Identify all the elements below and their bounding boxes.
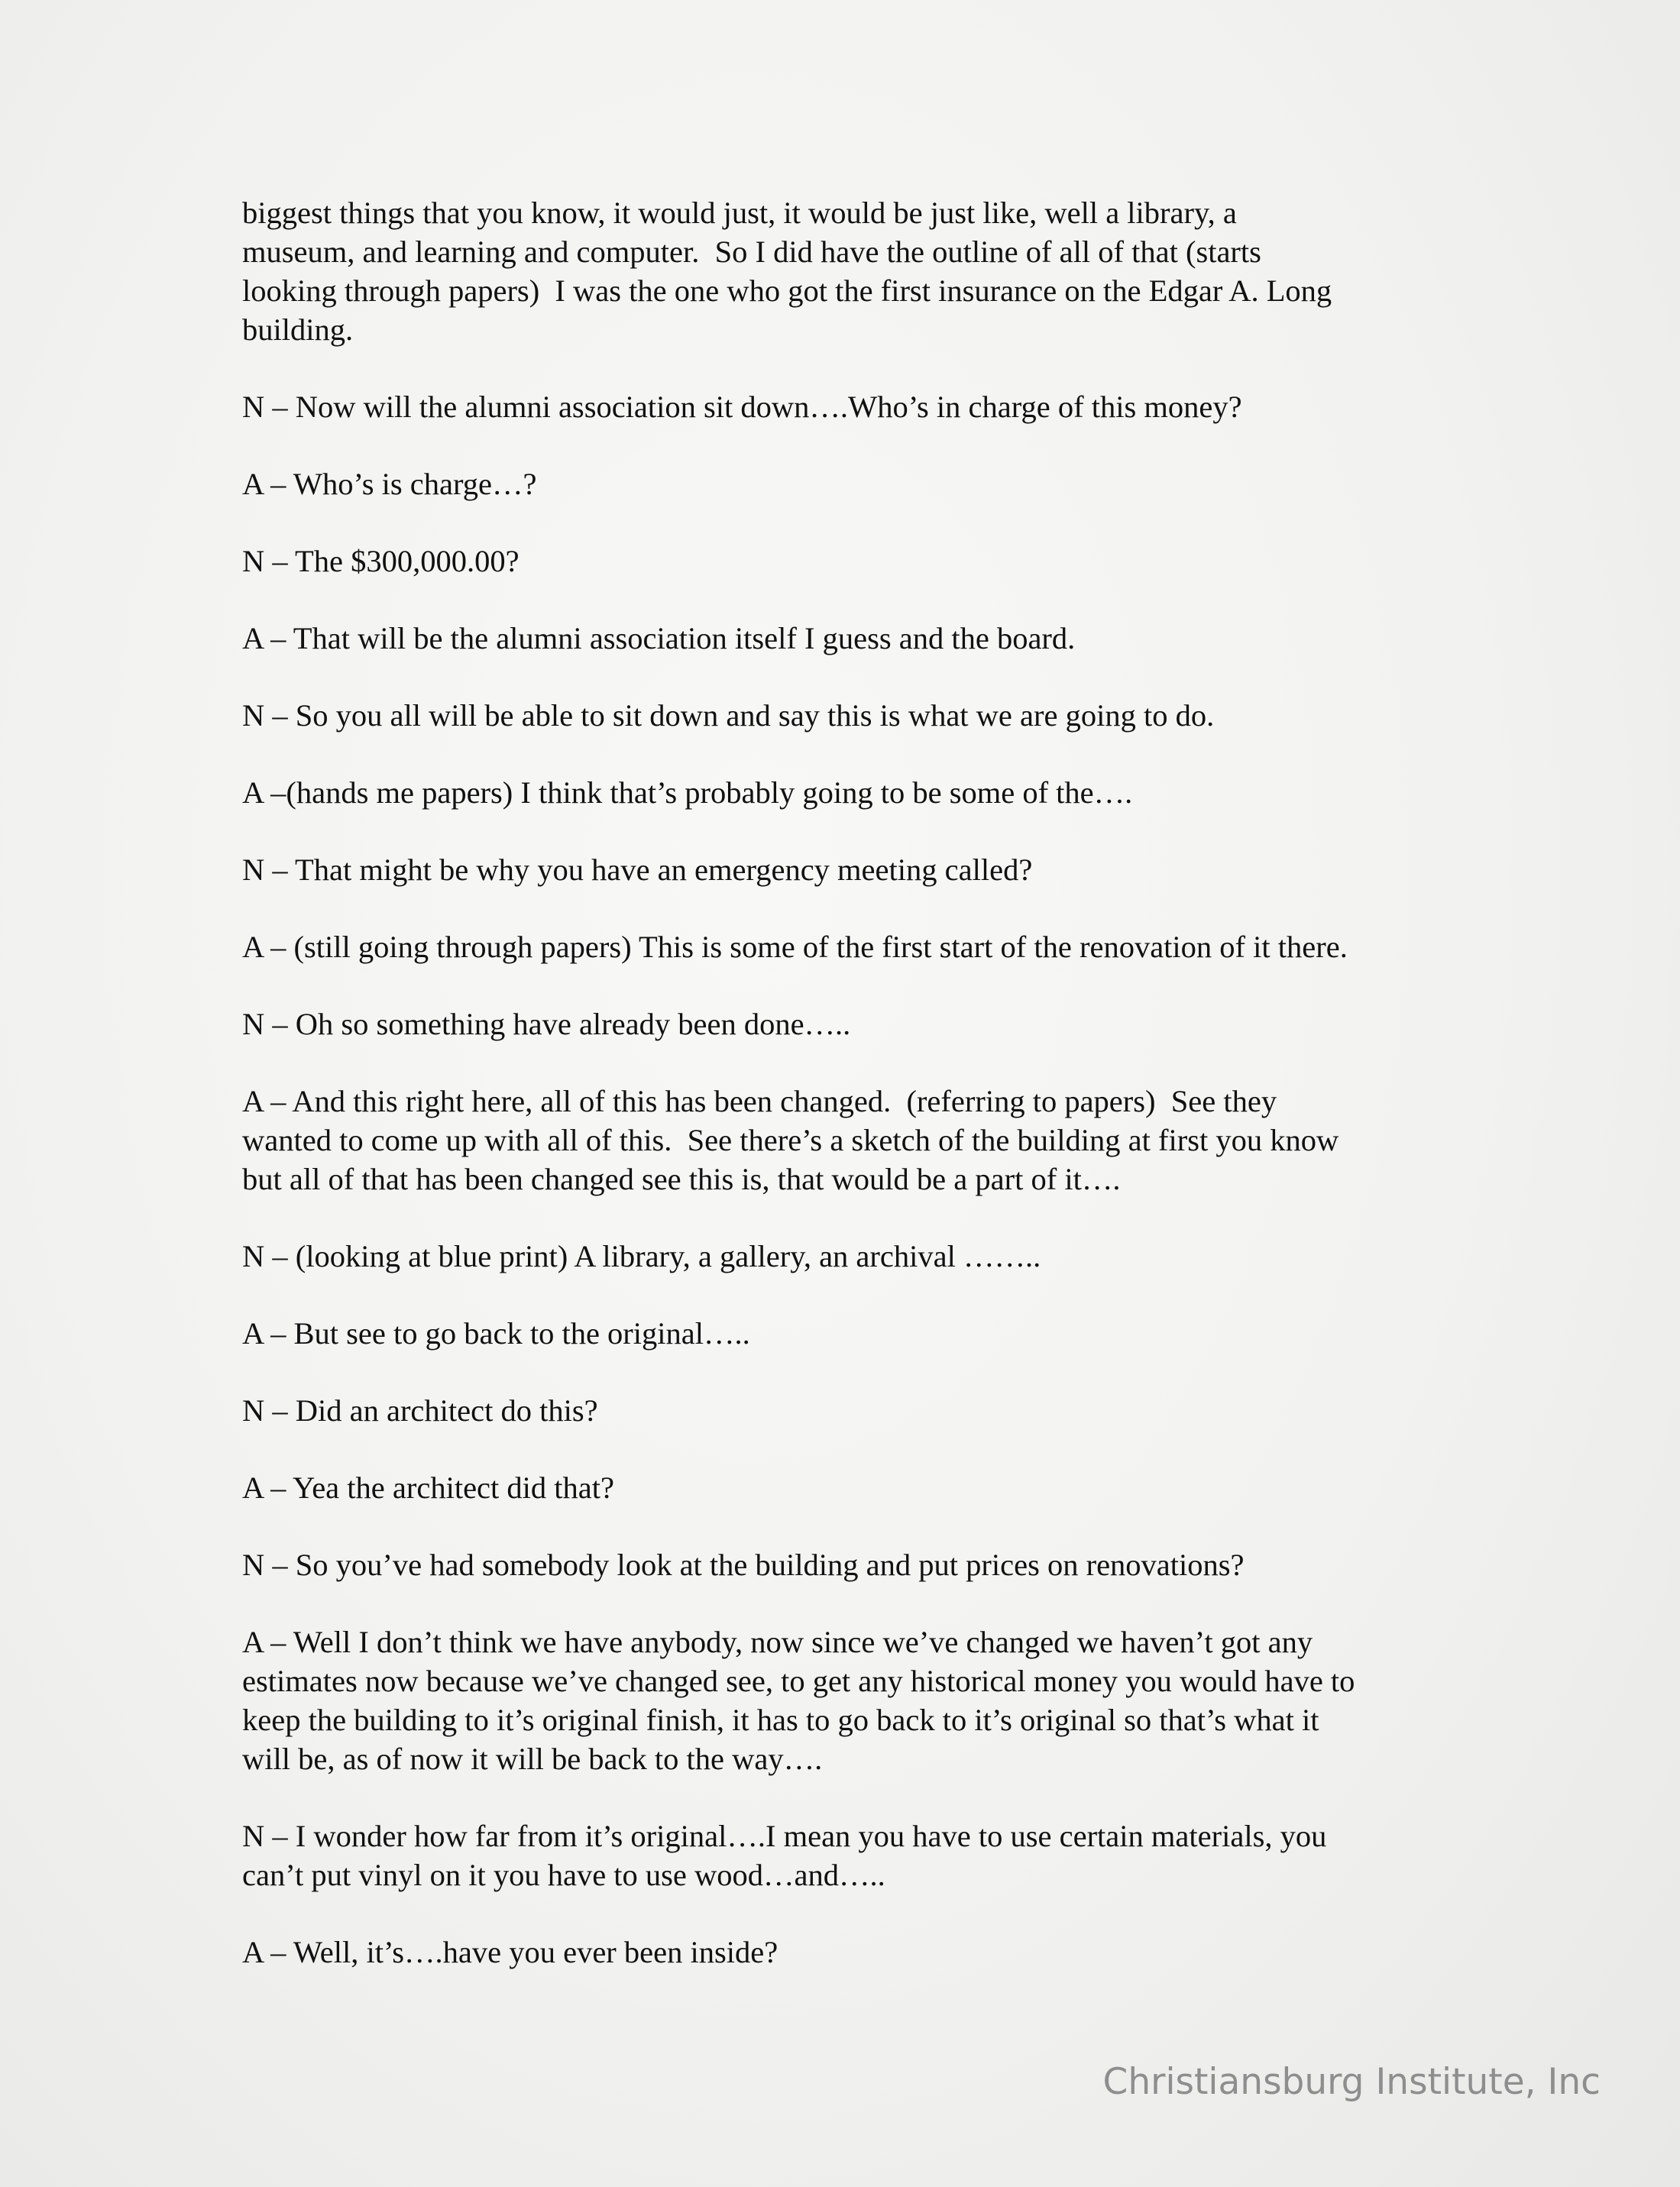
transcript-paragraph: N – Oh so something have already been done….. — [242, 1007, 851, 1041]
transcript-paragraph: N – Now will the alumni association sit down….Who’s in charge of this money? — [242, 390, 1242, 424]
transcript-paragraph: N – The $300,000.00? — [242, 544, 520, 578]
transcript-paragraph: biggest things that you know, it would just, it would be just like, well a library, a museum, and learning and computer. So I did have the outline of all of that (starts looking through papers) I was the one who got the first insurance on the Edgar A. Long building. — [242, 196, 1332, 347]
transcript-paragraph: A – (still going through papers) This is some of the first start of the renovation of it there. — [242, 930, 1348, 964]
transcript-paragraph: A – And this right here, all of this has been changed. (referring to papers) See they wanted to come up with all of this. See there’s a sketch of the building at first you know but all of that has been changed see this is, that would be a part of it…. — [242, 1084, 1339, 1196]
transcript-paragraph: A – Who’s is charge…? — [242, 467, 537, 501]
transcript-paragraph: N – That might be why you have an emergency meeting called? — [242, 852, 1033, 887]
transcript-paragraph: A – Well I don’t think we have anybody, now since we’ve changed we haven’t got any estimates now because we’ve changed see, to get any historical money you would have to keep the building to it’s original finish, it has to go back to it’s original so that’s what it will be, as of now it will be back to the way…. — [242, 1625, 1355, 1776]
transcript-paragraph: N – Did an architect do this? — [242, 1393, 598, 1428]
transcript-paragraph: A – Well, it’s….have you ever been inside? — [242, 1935, 778, 1969]
transcript-paragraph: N – So you’ve had somebody look at the building and put prices on renovations? — [242, 1548, 1245, 1582]
interview-transcript — [242, 193, 1465, 2010]
transcript-paragraph: A – Yea the architect did that? — [242, 1470, 614, 1505]
transcript-paragraph: N – I wonder how far from it’s original….I mean you have to use certain materials, you can’t put vinyl on it you have to use wood…and….. — [242, 1819, 1327, 1892]
transcript-paragraph: A – But see to go back to the original….. — [242, 1316, 750, 1351]
transcript-paragraph: A – That will be the alumni association itself I guess and the board. — [242, 621, 1076, 655]
transcript-paragraph: N – So you all will be able to sit down and say this is what we are going to do. — [242, 698, 1215, 733]
transcript-paragraph: N – (looking at blue print) A library, a gallery, an archival …….. — [242, 1239, 1041, 1273]
transcript-paragraph: A –(hands me papers) I think that’s probably going to be some of the…. — [242, 775, 1133, 810]
watermark-text: Christiansburg Institute, Inc — [1102, 2061, 1601, 2103]
